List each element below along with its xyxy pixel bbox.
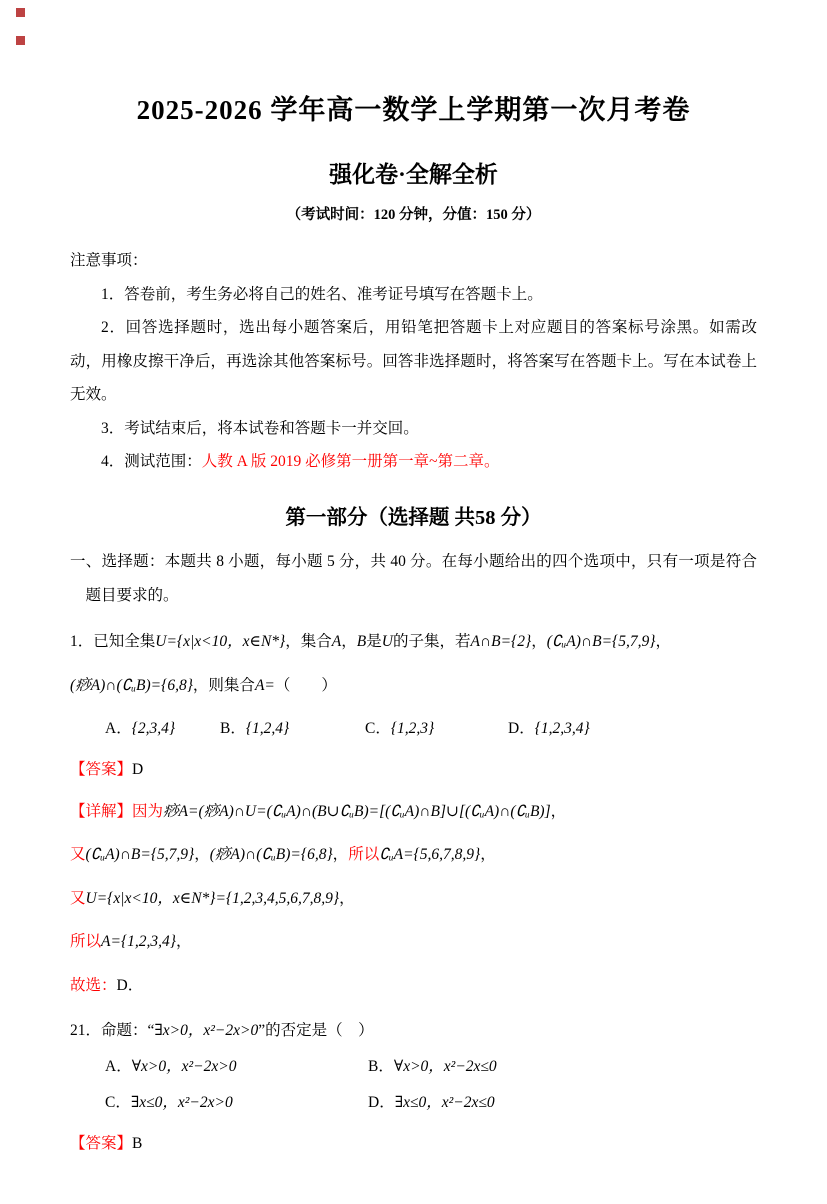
notice-heading: 注意事项： — [70, 252, 148, 269]
option-c-value: ∃x≤0，x²−2x>0 — [130, 1093, 233, 1111]
page-title: 2025-2026 学年高一数学上学期第一次月考卷 — [136, 95, 691, 125]
question-1-stem-line-2 — [70, 664, 757, 708]
text-segment: 痧A=(痧A)∩U=(∁ᵤA)∩(B∪∁ᵤB)=[(∁ᵤA)∩B]∪[(∁ᵤA)∩(∁ᵤB)] — [163, 802, 551, 820]
question-1-options — [70, 708, 757, 750]
text-segment: ， — [341, 632, 357, 650]
text-segment: U={x|x<10，x∈N*} — [155, 632, 286, 650]
text-segment: 又 — [70, 889, 86, 907]
text-segment: ， — [480, 846, 496, 863]
corner-mark — [16, 36, 25, 45]
option-d — [508, 708, 590, 750]
notice-item-4-prefix: 4．测试范围： — [101, 453, 202, 470]
text-segment: ∁ᵤA={5,6,7,8,9} — [379, 846, 481, 863]
option-b — [220, 708, 365, 750]
text-segment: ”的否定是（ ） — [258, 1022, 374, 1039]
corner-mark — [16, 8, 25, 17]
text-segment: 【详解】因为 — [70, 802, 164, 820]
option-a-label: A． — [105, 719, 132, 737]
option-d-value: ∃x≤0，x²−2x≤0 — [394, 1093, 495, 1111]
option-c — [105, 1085, 368, 1121]
notice-item-1: 1．答卷前，考生务必将自己的姓名、准考证号填写在答题卡上。 — [101, 285, 543, 303]
question-1-stem-line-1 — [70, 619, 757, 664]
text-segment: ， — [194, 846, 210, 863]
text-segment: ，集合 — [285, 632, 332, 650]
option-b-label: B． — [220, 719, 246, 737]
option-d-label: D． — [508, 719, 535, 737]
question-2 — [70, 1013, 757, 1164]
question-1-explanation-line-4 — [70, 920, 757, 964]
notice-item-4-scope: 人教 A 版 2019 必修第一册第一章~第二章。 — [201, 453, 500, 470]
text-segment: (∁ᵤA)∩B={5,7,9} — [546, 632, 656, 650]
option-c-label: C． — [105, 1093, 131, 1111]
question-2-stem — [70, 1013, 757, 1049]
text-segment: 所以 — [70, 933, 102, 950]
text-segment: 所以 — [348, 846, 380, 863]
option-b — [368, 1049, 757, 1085]
answer-value: B — [132, 1135, 143, 1152]
text-segment: ， — [339, 889, 355, 907]
text-segment: (痧A)∩(∁ᵤB)={6,8} — [209, 846, 333, 863]
text-segment: (∁ᵤA)∩B={5,7,9} — [85, 846, 195, 863]
notice-item-3: 3．考试结束后，将本试卷和答题卡一并交回。 — [101, 419, 419, 437]
text-segment: A= — [254, 676, 275, 694]
notice-item-4 — [70, 445, 757, 479]
question-1 — [70, 619, 757, 1008]
text-segment: D． — [116, 976, 144, 994]
text-segment: B — [356, 632, 367, 650]
question-1-explanation-line-1 — [70, 790, 757, 834]
paper-subtitle: 强化卷·全解全析 — [329, 162, 498, 187]
notice-section — [70, 244, 757, 479]
exam-info: （考试时间：120 分钟，分值：150 分） — [286, 207, 541, 223]
text-segment: A∩B={2} — [470, 632, 532, 650]
text-segment: ， — [175, 933, 192, 950]
text-segment: A — [331, 632, 342, 650]
answer-value: D — [132, 760, 144, 778]
text-segment: ，则集合 — [192, 676, 255, 694]
text-segment: U={x|x<10，x∈N*}={1,2,3,4,5,6,7,8,9} — [85, 889, 340, 907]
text-segment: 21．命题：“ — [70, 1022, 155, 1039]
text-segment: U — [381, 632, 393, 650]
question-1-explanation-line-2 — [70, 833, 757, 877]
answer-label: 【答案】 — [70, 760, 133, 778]
question-1-explanation-line-5 — [70, 964, 757, 1008]
text-segment: ∃x>0，x²−2x>0 — [154, 1022, 259, 1039]
text-segment: 故选： — [70, 976, 117, 994]
section-1-instructions: 一、选择题：本题共 8 小题，每小题 5 分，共 40 分。在每小题给出的四个选项中，只有一项是符合题目要求的。 — [70, 552, 757, 604]
text-segment: A={1,2,3,4} — [101, 933, 176, 950]
section-1-title: 第一部分（选择题 共58 分） — [285, 506, 542, 529]
answer-label: 【答案】 — [70, 1135, 133, 1152]
option-a — [105, 1049, 368, 1085]
text-segment: （ ） — [274, 676, 337, 694]
text-segment: ， — [531, 632, 547, 650]
option-c — [365, 708, 508, 750]
option-a — [105, 708, 220, 750]
text-segment: 是 — [366, 632, 382, 650]
option-d — [368, 1085, 757, 1121]
question-1-answer — [70, 750, 757, 790]
text-segment: ， — [550, 802, 567, 820]
text-segment: 的子集，若 — [392, 632, 471, 650]
text-segment: 1．已知全集 — [70, 632, 156, 650]
question-1-explanation-line-3 — [70, 877, 757, 921]
question-2-options — [70, 1049, 757, 1120]
option-b-label: B． — [368, 1058, 394, 1075]
option-a-label: A． — [105, 1058, 132, 1075]
option-d-value: {1,2,3,4} — [534, 719, 590, 737]
question-2-answer — [70, 1124, 757, 1164]
text-segment: ， — [655, 632, 671, 650]
option-b-value: {1,2,4} — [245, 719, 290, 737]
option-d-label: D． — [368, 1093, 395, 1111]
option-a-value: {2,3,4} — [131, 719, 176, 737]
option-b-value: ∀x>0，x²−2x≤0 — [393, 1058, 497, 1075]
text-segment: (痧A)∩(∁ᵤB)={6,8} — [70, 676, 193, 694]
option-c-value: {1,2,3} — [390, 719, 435, 737]
notice-item-2: 2．回答选择题时，选出每小题答案后，用铅笔把答题卡上对应题目的答案标号涂黑。如需改动，用橡皮擦干净后，再选涂其他答案标号。回答非选择题时，将答案写在答题卡上。写在本试卷上无效。 — [70, 319, 757, 403]
option-a-value: ∀x>0，x²−2x>0 — [131, 1058, 237, 1075]
text-segment: 又 — [70, 846, 86, 863]
option-c-label: C． — [365, 719, 391, 737]
text-segment: ， — [332, 846, 349, 863]
